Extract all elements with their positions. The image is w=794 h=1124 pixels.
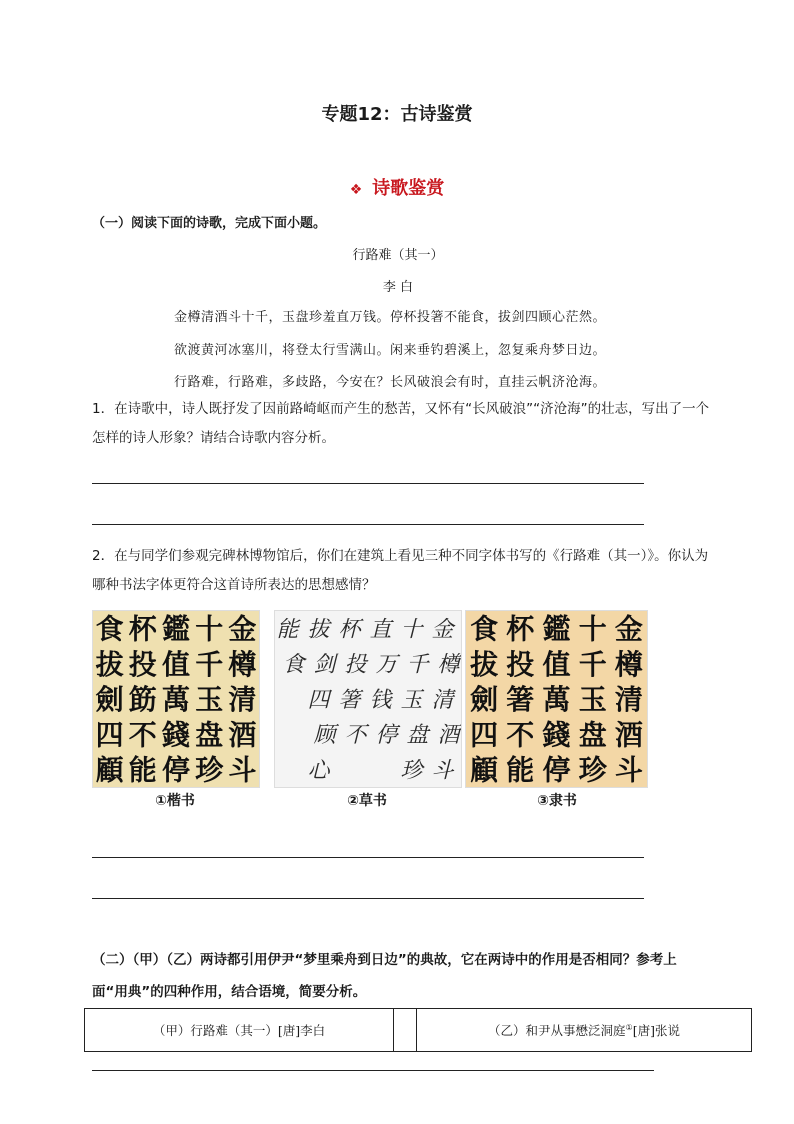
calligraphy-char: 樽 bbox=[228, 647, 257, 681]
poem-a-cell: （甲）行路难（其一）[唐]李白 bbox=[85, 1009, 394, 1052]
poem-line: 行路难，行路难，多歧路，今安在？长风破浪会有时，直挂云帆济沧海。 bbox=[174, 375, 607, 390]
calligraphy-char: 斗 bbox=[228, 753, 257, 787]
calligraphy-char: 盘 bbox=[406, 723, 429, 749]
calligraphy-char: 酒 bbox=[228, 718, 257, 752]
calligraphy-char: 錢 bbox=[542, 718, 571, 752]
calligraphy-char: 能 bbox=[506, 753, 535, 787]
calligraphy-char: 筯 bbox=[128, 683, 157, 717]
calligraphy-char: 千 bbox=[578, 647, 607, 681]
calligraphy-char: 金 bbox=[431, 617, 454, 643]
calligraphy-char: 心 bbox=[307, 758, 330, 784]
calligraphy-char: 清 bbox=[431, 687, 454, 713]
calligraphy-char: 劍 bbox=[470, 683, 499, 717]
poem-b-cell bbox=[417, 1009, 752, 1052]
section-heading-text: 诗歌鉴赏 bbox=[372, 178, 445, 199]
section-heading bbox=[0, 174, 794, 200]
calligraphy-char: 金 bbox=[228, 612, 257, 646]
answer-line[interactable] bbox=[92, 898, 644, 899]
calligraphy-char: 值 bbox=[161, 647, 191, 681]
calligraphy-char: 食 bbox=[95, 612, 124, 646]
calligraphy-char: 四 bbox=[470, 718, 499, 752]
caption-caoshu: ②草书 bbox=[347, 793, 387, 809]
calligraphy-char: 投 bbox=[128, 647, 157, 681]
diamond-icon: ❖ bbox=[349, 182, 363, 198]
calligraphy-char: 酒 bbox=[437, 723, 460, 749]
calligraphy-char: 錢 bbox=[161, 718, 191, 752]
calligraphy-char: 钱 bbox=[369, 687, 392, 713]
calligraphy-char: 杯 bbox=[506, 612, 535, 646]
caption-kaishu: ①楷书 bbox=[155, 793, 195, 809]
calligraphy-char: 四 bbox=[95, 718, 124, 752]
calligraphy-char: 杯 bbox=[338, 617, 361, 643]
part2-question: （二）（甲）（乙）两诗都引用伊尹“梦里乘舟到日边”的典故，它在两诗中的作用是否相同？参考上面“用典”的四种作用，结合语境，简要分析。 bbox=[92, 952, 677, 1000]
answer-line[interactable] bbox=[92, 1070, 654, 1071]
calligraphy-char: 箸 bbox=[338, 687, 361, 713]
calligraphy-char: 盘 bbox=[578, 718, 607, 752]
calligraphy-char: 千 bbox=[406, 652, 429, 678]
calligraphy-char: 拔 bbox=[470, 647, 499, 681]
calligraphy-char: 萬 bbox=[161, 683, 191, 717]
page-title: 专题12：古诗鉴赏 bbox=[321, 104, 473, 125]
calligraphy-char: 值 bbox=[542, 647, 571, 681]
calligraphy-char: 拔 bbox=[307, 617, 330, 643]
question-2: 2．在与同学们参观完碑林博物馆后，你们在建筑上看见三种不同字体书写的《行路难（其一）》。你认为哪种书法字体更符合这首诗所表达的思想感情？ bbox=[92, 548, 709, 593]
calligraphy-char: 樽 bbox=[437, 652, 460, 678]
calligraphy-char: 劍 bbox=[95, 683, 124, 717]
poem-b-author: [唐]张说 bbox=[632, 1023, 680, 1038]
calligraphy-char: 万 bbox=[375, 652, 398, 678]
calligraphy-char: 十 bbox=[195, 612, 224, 646]
calligraphy-char: 停 bbox=[542, 753, 571, 787]
poem-title: 行路难（其一） bbox=[352, 248, 444, 263]
calligraphy-char: 停 bbox=[161, 753, 191, 787]
calligraphy-lishu-image bbox=[465, 610, 648, 788]
poem-b-title: （乙）和尹从事懋泛洞庭 bbox=[488, 1023, 626, 1038]
poem-author: 李 白 bbox=[382, 280, 414, 295]
calligraphy-char: 鑑 bbox=[161, 612, 191, 646]
calligraphy-char: 十 bbox=[400, 617, 423, 643]
calligraphy-char: 玉 bbox=[195, 683, 224, 717]
poem-line: 欲渡黄河冰塞川，将登太行雪满山。闲来垂钓碧溪上，忽复乘舟梦日边。 bbox=[174, 343, 607, 358]
calligraphy-char: 珍 bbox=[400, 758, 423, 784]
footnote-marker: ① bbox=[625, 1022, 633, 1032]
calligraphy-char: 珍 bbox=[578, 753, 607, 787]
calligraphy-char: 停 bbox=[375, 723, 398, 749]
calligraphy-char: 酒 bbox=[614, 718, 643, 752]
calligraphy-char: 四 bbox=[307, 687, 330, 713]
calligraphy-char: 不 bbox=[128, 718, 157, 752]
calligraphy-char: 盘 bbox=[195, 718, 224, 752]
calligraphy-char: 樽 bbox=[614, 647, 643, 681]
calligraphy-char: 玉 bbox=[400, 687, 423, 713]
calligraphy-char: 能 bbox=[276, 617, 299, 643]
calligraphy-char: 斗 bbox=[614, 753, 643, 787]
calligraphy-char: 不 bbox=[344, 723, 367, 749]
calligraphy-char: 十 bbox=[578, 612, 607, 646]
answer-line[interactable] bbox=[92, 483, 644, 484]
calligraphy-char: 萬 bbox=[542, 683, 571, 717]
spacer-cell bbox=[394, 1009, 417, 1052]
calligraphy-caoshu-image bbox=[274, 610, 462, 788]
comparison-table bbox=[84, 1008, 752, 1052]
calligraphy-char: 顧 bbox=[95, 753, 124, 787]
calligraphy-char: 斗 bbox=[431, 758, 454, 784]
calligraphy-char: 直 bbox=[369, 617, 392, 643]
calligraphy-char: 千 bbox=[195, 647, 224, 681]
answer-line[interactable] bbox=[92, 857, 644, 858]
calligraphy-char: 投 bbox=[344, 652, 367, 678]
calligraphy-char: 金 bbox=[614, 612, 643, 646]
calligraphy-char: 顧 bbox=[470, 753, 499, 787]
calligraphy-char: 拔 bbox=[95, 647, 124, 681]
calligraphy-char: 玉 bbox=[578, 683, 607, 717]
calligraphy-char: 投 bbox=[506, 647, 535, 681]
calligraphy-kaishu-image bbox=[92, 610, 260, 788]
calligraphy-char: 顾 bbox=[313, 723, 336, 749]
calligraphy-char: 清 bbox=[614, 683, 643, 717]
part1-heading: （一）阅读下面的诗歌，完成下面小题。 bbox=[92, 216, 327, 231]
calligraphy-char: 食 bbox=[470, 612, 499, 646]
calligraphy-char: 剑 bbox=[313, 652, 336, 678]
answer-line[interactable] bbox=[92, 524, 644, 525]
calligraphy-char: 珍 bbox=[195, 753, 224, 787]
caption-lishu: ③隶书 bbox=[537, 793, 577, 809]
calligraphy-char: 不 bbox=[506, 718, 535, 752]
calligraphy-char: 食 bbox=[282, 652, 305, 678]
calligraphy-char: 鑑 bbox=[542, 612, 571, 646]
poem-line: 金樽清酒斗十千，玉盘珍羞直万钱。停杯投箸不能食，拔剑四顾心茫然。 bbox=[174, 310, 607, 325]
calligraphy-char: 清 bbox=[228, 683, 257, 717]
calligraphy-char: 能 bbox=[128, 753, 157, 787]
question-1: 1．在诗歌中，诗人既抒发了因前路崎岖而产生的愁苦，又怀有“长风破浪”“济沧海”的壮志，写出了一个怎样的诗人形象？请结合诗歌内容分析。 bbox=[92, 401, 710, 446]
calligraphy-char: 箸 bbox=[506, 683, 535, 717]
calligraphy-char: 杯 bbox=[128, 612, 157, 646]
